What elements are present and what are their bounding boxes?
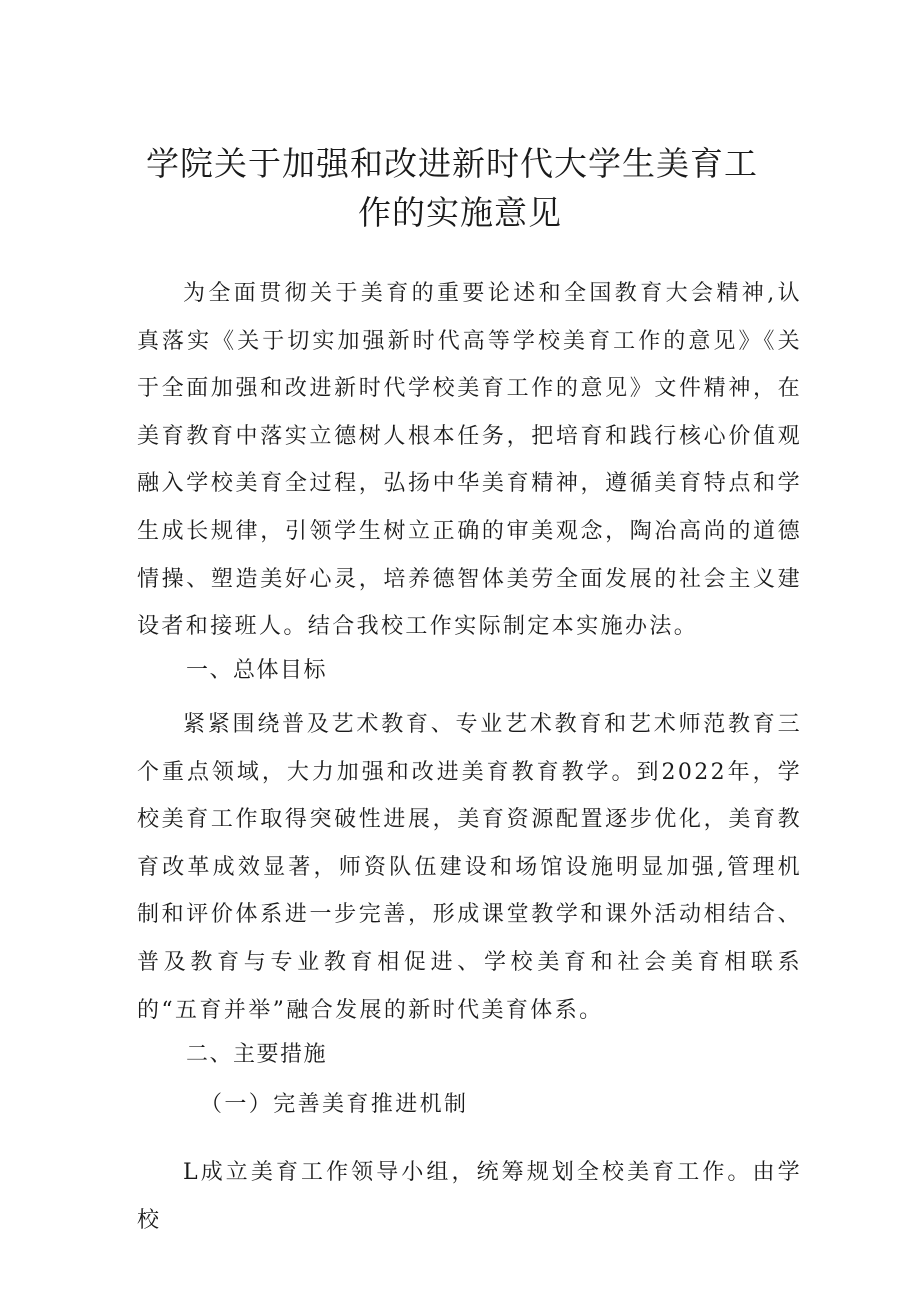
subsection-1-paragraph: L成立美育工作领导小组，统筹规划全校美育工作。由学校 [137, 1160, 802, 1233]
section-1-paragraph: 紧紧围绕普及艺术教育、专业艺术教育和艺术师范教育三个重点领域，大力加强和改进美育教育教学。到2022年，学校美育工作取得突破性进展，美育资源配置逐步优化，美育教育改革成效显著，师资队伍建设和场馆设施明显加强,管理机制和评价体系进一步完善，形成课堂教学和课外活动相结合、普及教育与专业教育相促进、学校美育和社会美育相联系的“五育并举”融合发展的新时代美育体系。 [137, 712, 802, 1023]
intro-paragraph: 为全面贯彻关于美育的重要论述和全国教育大会精神,认真落实《关于切实加强新时代高等学校美育工作的意见》《关于全面加强和改进新时代学校美育工作的意见》文件精神，在美育教育中落实立德树人根本任务，把培育和践行核心价值观融入学校美育全过程，弘扬中华美育精神，遵循美育特点和学生成长规律，引领学生树立正确的审美观念，陶冶高尚的道德情操、塑造美好心灵，培养德智体美劳全面发展的社会主义建设者和接班人。结合我校工作实际制定本实施办法。 [137, 281, 802, 640]
subsection-1-heading: （一）完善美育推进机制 [200, 1092, 469, 1117]
document-title-line-2: 作的实施意见 [358, 193, 562, 232]
section-2-heading: 二、主要措施 [186, 1042, 328, 1067]
document-title-line-1: 学院关于加强和改进新时代大学生美育工 [146, 144, 758, 183]
section-1-heading: 一、总体目标 [186, 658, 328, 683]
